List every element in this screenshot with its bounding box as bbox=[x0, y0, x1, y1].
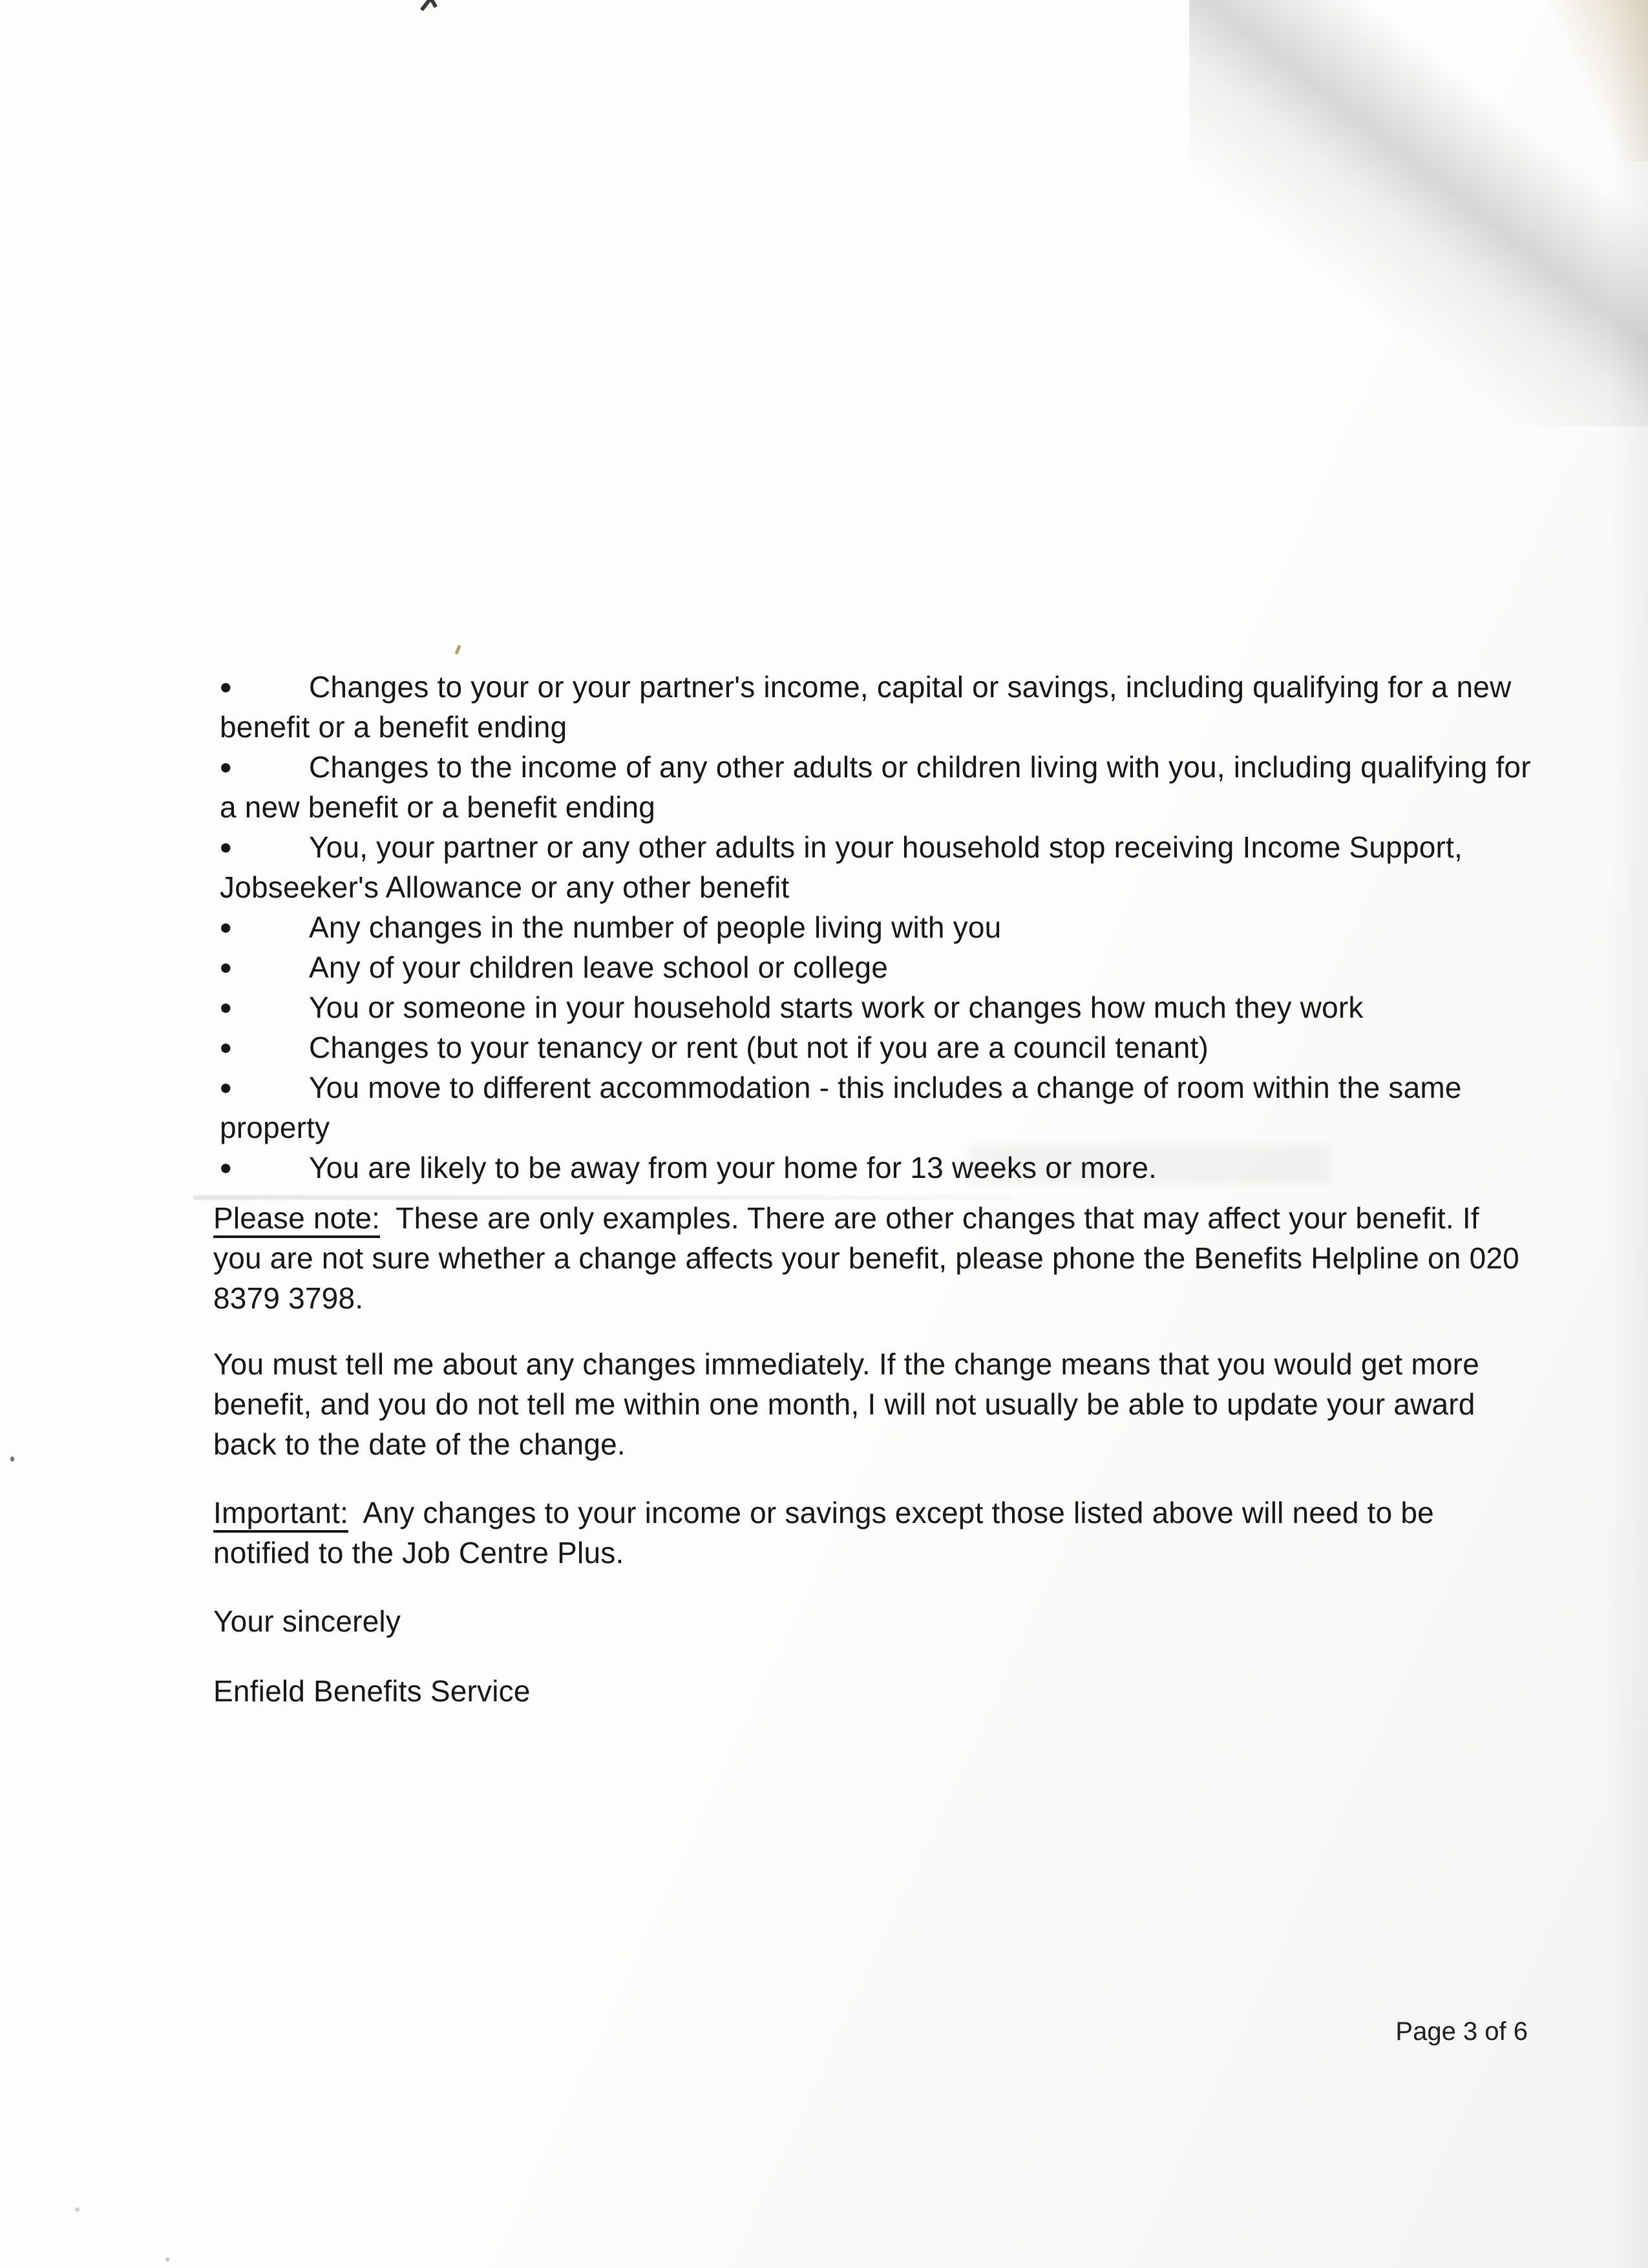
bullet-item bbox=[213, 1148, 1533, 1188]
bullet-dot-icon bbox=[220, 827, 309, 867]
pen-mark bbox=[419, 0, 441, 12]
important-paragraph bbox=[213, 1493, 1533, 1573]
scan-speck bbox=[165, 2258, 169, 2262]
bullet-item bbox=[213, 947, 1533, 987]
bullet-item bbox=[213, 1027, 1533, 1067]
bullet-item bbox=[213, 907, 1533, 947]
bullet-dot-icon bbox=[220, 907, 309, 947]
important-label: Important: bbox=[213, 1496, 348, 1533]
bullet-dot-icon bbox=[220, 1148, 309, 1188]
scan-speck bbox=[10, 1456, 14, 1462]
bullet-text: Changes to the income of any other adults or children living with you, including qualifying for a new benefit or a benefit ending bbox=[220, 750, 1531, 824]
important-text: Any changes to your income or savings except those listed above will need to be notified to the Job Centre Plus. bbox=[213, 1496, 1434, 1570]
bullet-text: You move to different accommodation - this includes a change of room within the same property bbox=[220, 1071, 1462, 1144]
bullet-dot-icon bbox=[220, 667, 309, 707]
bullet-text: You, your partner or any other adults in your household stop receiving Income Support, Jobseeker's Allowance or any other benefit bbox=[220, 830, 1463, 904]
bullet-item bbox=[213, 827, 1533, 907]
please-note-label: Please note: bbox=[213, 1201, 380, 1238]
page-number: Page 3 of 6 bbox=[1395, 2017, 1528, 2046]
bullet-text: Changes to your or your partner's income, capital or savings, including qualifying for a new benefit or a benefit ending bbox=[220, 670, 1512, 744]
scan-corner-tint bbox=[1532, 0, 1648, 162]
scan-edge-shade bbox=[1609, 0, 1648, 2268]
letter-body bbox=[213, 667, 1533, 1711]
bullet-item bbox=[213, 747, 1533, 827]
scan-page-curl-shadow bbox=[1189, 0, 1648, 426]
bullet-item bbox=[213, 987, 1533, 1027]
scan-speck bbox=[75, 2207, 79, 2212]
bullet-item bbox=[213, 1067, 1533, 1148]
bullet-text: Any changes in the number of people living with you bbox=[309, 910, 1002, 944]
changes-bullet-list bbox=[213, 667, 1533, 1188]
signature-line: Enfield Benefits Service bbox=[213, 1674, 531, 1708]
bullet-text: You are likely to be away from your home for 13 weeks or more. bbox=[309, 1151, 1157, 1184]
bullet-text: Any of your children leave school or college bbox=[309, 950, 889, 984]
bullet-dot-icon bbox=[220, 1067, 309, 1108]
must-tell-paragraph: You must tell me about any changes immediately. If the change means that you would get more benefit, and you do not tell me within one month, I will not usually be able to update your award back to the date of the change. bbox=[213, 1347, 1479, 1461]
please-note-text: These are only examples. There are other changes that may affect your benefit. If you are not sure whether a change affects your benefit, please phone the Benefits Helpline on 020 8379 3798. bbox=[213, 1201, 1519, 1315]
bullet-dot-icon bbox=[220, 987, 309, 1027]
scan-speck bbox=[454, 645, 461, 655]
bullet-text: You or someone in your household starts work or changes how much they work bbox=[309, 991, 1364, 1024]
closing-line: Your sincerely bbox=[213, 1604, 401, 1638]
bullet-item bbox=[213, 667, 1533, 747]
bullet-dot-icon bbox=[220, 747, 309, 787]
please-note-paragraph bbox=[213, 1198, 1533, 1318]
bullet-dot-icon bbox=[220, 947, 309, 987]
bullet-text: Changes to your tenancy or rent (but not if you are a council tenant) bbox=[309, 1031, 1209, 1064]
bullet-dot-icon bbox=[220, 1027, 309, 1067]
